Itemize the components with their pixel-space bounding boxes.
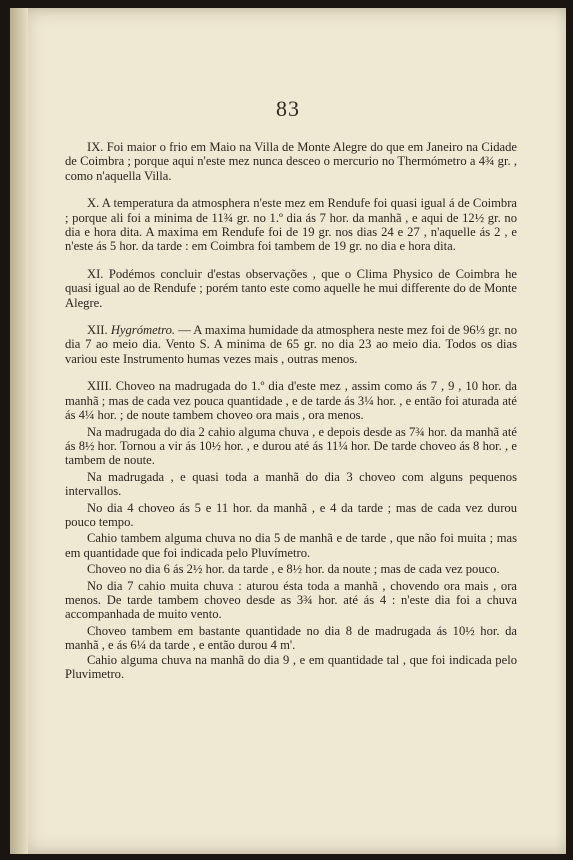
paragraph-day-8: Choveo tambem em bastante quantidade no dia 8 de madrugada ás 10½ hor. da manhã , e ás 6¼ da tarde , e então durou 4 m'. [65, 623, 517, 653]
paragraph-xii [65, 323, 517, 366]
paragraph-x: X. A temperatura da atmosphera n'este mez em Rendufe foi quasi igual á de Coimbra ; porque ali foi a minima de 11¾ gr. no 1.º dia ás 7 hor. da manhã , e aqui de 12½ gr. no dia e hora dita. A maxima em Rendufe foi de 19 gr. nos dias 24 e 27 , n'aquelle ás 2 , e n'este ás 5 hor. da tarde : em Coimbra foi tambem de 19 gr. no dia e hora dita. [65, 196, 517, 254]
hygrometro-heading: Hygrómetro. [110, 323, 176, 338]
paragraph-xii-number: XII. [87, 323, 108, 338]
book-page [10, 8, 566, 854]
paragraph-ix: IX. Foi maior o frio em Maio na Villa de Monte Alegre do que em Janeiro na Cidade de Coimbra ; porque aqui n'este mez nunca desceo o mercurio no Thermómetro a 4¾ gr. , como n'aquella Villa. [65, 140, 517, 183]
paragraph-day-2: Na madrugada do dia 2 cahio alguma chuva , e depois desde as 7¾ hor. da manhã até ás 8½ hor. Tornou a vir ás 10½ hor. , e durou até ás 11¼ hor. De tarde choveo ás 8 hor. , e tambem de noute. [65, 424, 517, 468]
page-body [65, 140, 517, 681]
paragraph-day-5: Cahio tambem alguma chuva no dia 5 de manhã e de tarde , que não foi muita ; mas em quantidade que foi indicada pelo Pluvímetro. [65, 531, 517, 560]
paragraph-xiii: XIII. Choveo na madrugada do 1.º dia d'este mez , assim como ás 7 , 9 , 10 hor. da manhã ; mas de cada vez pouca quantidade , e de tarde ás 3¼ hor. , e então foi aturada até ás 4¼ hor. ; de noute tambem choveo ora mais , ora menos. [65, 379, 517, 423]
paragraph-day-6: Choveo no dia 6 ás 2½ hor. da tarde , e 8½ hor. da noute ; mas de cada vez pouco. [87, 562, 500, 577]
paragraph-day-7: No dia 7 cahio muita chuva : aturou ésta toda a manhã , chovendo ora mais , ora menos. De tarde tambem choveo desde as 3¾ hor. até ás 4 : n'este dia foi a chuva accompanhada de muito vento. [65, 578, 517, 622]
page-number: 83 [276, 96, 300, 121]
paragraph-day-9: Cahio alguma chuva na manhã do dia 9 , e em quantidade tal , que foi indicada pelo Pluvimetro. [65, 652, 517, 681]
page-gutter [10, 8, 28, 854]
paragraph-xii-body: — A maxima humidade da atmosphera neste mez foi de 96⅓ gr. no dia 7 ao meio dia. Vento S. A minima de 65 gr. no dia 23 ao meio dia. Todos os dias variou este Instrumento humas vezes mais , outras menos. [65, 323, 517, 366]
paragraph-day-3: Na madrugada , e quasi toda a manhã do dia 3 choveo com alguns pequenos intervallos. [65, 469, 517, 499]
paragraph-day-4: No dia 4 choveo ás 5 e 11 hor. da manhã , e 4 da tarde ; mas de cada vez durou pouco tempo. [65, 500, 517, 529]
paragraph-xi: XI. Podémos concluir d'estas observações , que o Clima Physico de Coimbra he quasi igual ao de Rendufe ; porém tanto este como aquelle he mui differente do de Monte Alegre. [65, 266, 517, 310]
